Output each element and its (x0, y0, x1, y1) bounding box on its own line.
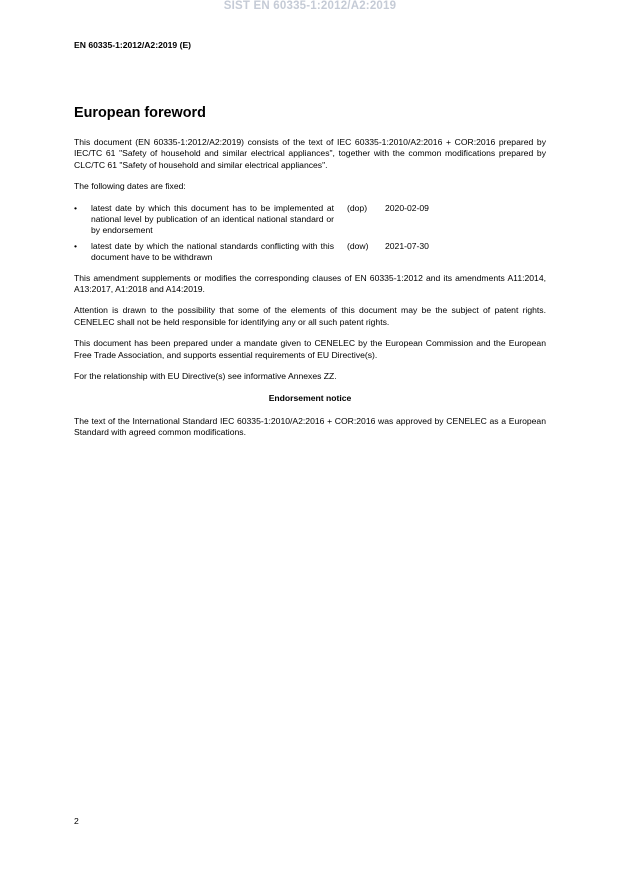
date-item-dow (74, 241, 546, 264)
date-value: 2020-02-09 (385, 202, 429, 213)
endorsement-heading: Endorsement notice (268, 392, 352, 403)
date-code: (dow) (347, 240, 369, 251)
bullet-marker: • (74, 240, 78, 251)
page-number: 2 (74, 816, 79, 826)
date-value: 2021-07-30 (385, 240, 429, 251)
page-content (74, 104, 546, 449)
dates-list (74, 203, 546, 264)
dates-intro-paragraph: The following dates are fixed: (74, 181, 186, 192)
date-item-dop (74, 203, 546, 237)
patent-paragraph: Attention is drawn to the possibility that some of the elements of this document may be the subject of patent rights. CENELEC shall not be held responsible for identifying any or all such patent rights. (74, 305, 546, 327)
intro-paragraph: This document (EN 60335-1:2012/A2:2019) consists of the text of IEC 60335-1:2010/A2:2016 + COR:2016 prepared by IEC/TC 61 "Safety of household and similar electrical appliances", together with the common modifications prepared by CLC/TC 61 "Safety of household and similar electrical appliances". (74, 137, 546, 170)
date-description: latest date by which the national standards conflicting with this document have to be withdrawn (91, 240, 334, 263)
date-code: (dop) (347, 202, 368, 213)
mandate-paragraph: This document has been prepared under a mandate given to CENELEC by the European Commission and the European Free Trade Association, and supports essential requirements of EU Directive(s). (74, 338, 546, 360)
page-title: European foreword (74, 105, 206, 121)
document-id-header: EN 60335-1:2012/A2:2019 (E) (74, 40, 192, 50)
directive-paragraph: For the relationship with EU Directive(s) see informative Annexes ZZ. (74, 371, 337, 382)
bullet-marker: • (74, 202, 78, 213)
watermark: SIST EN 60335-1:2012/A2:2019 (223, 0, 397, 12)
date-description: latest date by which this document has to be implemented at national level by publication of an identical national standard or by endorsement (91, 202, 334, 236)
amendment-paragraph: This amendment supplements or modifies the corresponding clauses of EN 60335-1:2012 and its amendments A11:2014, A13:2017, A1:2018 and A14:2019. (74, 272, 546, 295)
endorsement-paragraph: The text of the International Standard IEC 60335-1:2010/A2:2016 + COR:2016 was approved by CENELEC as a European Standard with agreed common modifications. (74, 415, 546, 438)
